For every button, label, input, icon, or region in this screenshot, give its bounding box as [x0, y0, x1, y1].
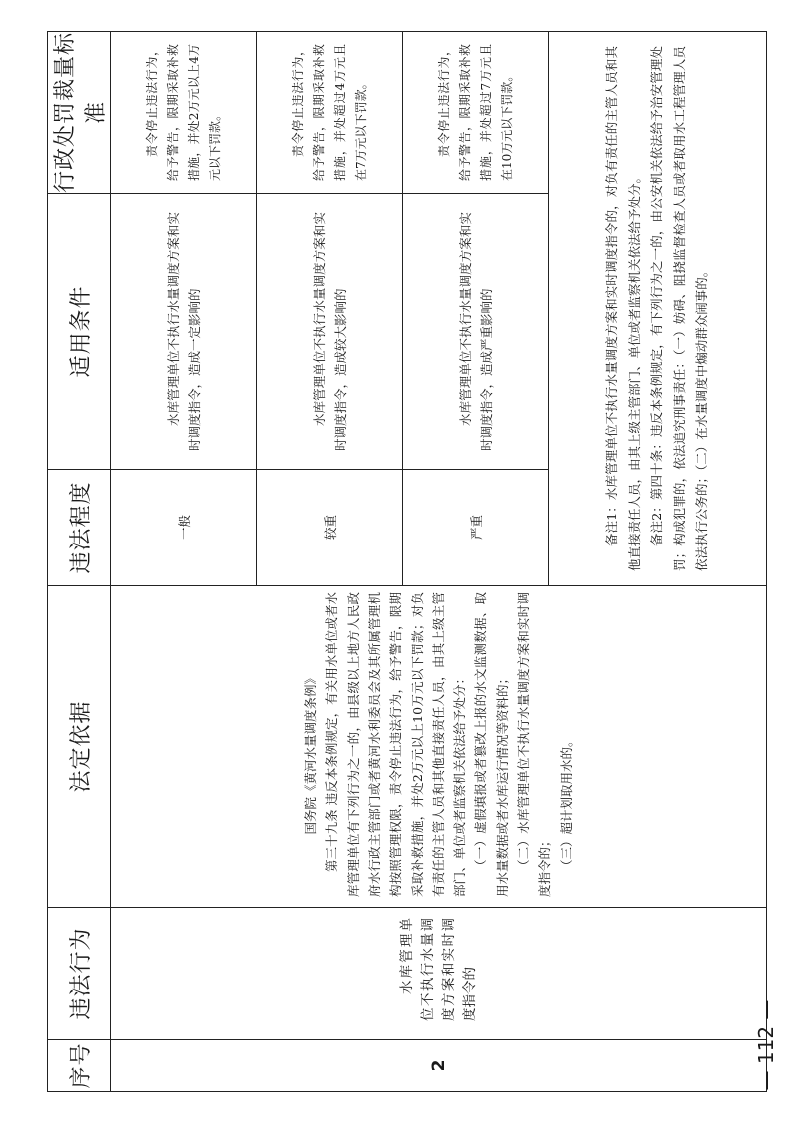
- degree-serious: 较重: [257, 470, 403, 586]
- table-header-row: [48, 32, 111, 1092]
- table-row: [111, 32, 257, 1092]
- degree-severe: 严重: [403, 470, 549, 586]
- header-act: 违法行为: [48, 908, 111, 1040]
- header-basis: 法定依据: [48, 586, 111, 908]
- degree-general: 一般: [111, 470, 257, 586]
- basis-item-1: （一）虚假填报或者篡改上报的水文监测数据、取用水量数据或者水库运行情况等资料的；: [473, 592, 510, 897]
- penalty-table: [47, 31, 767, 1092]
- remark-2: 备注2：第四十条：违反本条例规定，有下列行为之一的，由公安机关依法给予治安管理处罚；构成犯罪的，依法追究刑事责任：（一）妨碍、阻挠监督检查人员或者取用水工程管理人员依法执行公务的；（二）在水量调度中煽动群众闹事的。: [649, 46, 710, 571]
- condition-severe: 水库管理单位不执行水量调度方案和实时调度指令，造成严重影响的: [403, 194, 549, 470]
- standard-general: 责令停止违法行为，给予警告，限期采取补救措施，并处2万元以上4万元以下罚款。: [111, 32, 257, 194]
- violation-act: 水库管理单位不执行水量调度方案和实时调度指令的: [111, 908, 767, 1040]
- page-number-text: — 112 —: [754, 999, 778, 1091]
- standard-severe: 责令停止违法行为，给予警告，限期采取补救措施，并处超过7万元且在10万元以下罚款。: [403, 32, 549, 194]
- basis-article: 第三十九条 违反本条例规定，有关用水单位或者水库管理单位有下列行为之一的，由县级以上地方人民政府水行政主管部门或者黄河水利委员会及其所属管理机构按照管理权限，责令停止违法行为，给予警告，限期采取补救措施，并处2万元以上10万元以下罚款；对负有责任的主管人员和其他直接责任人员，由其上级主管部门、单位或者监察机关依法给予处分：: [324, 592, 468, 897]
- condition-serious: 水库管理单位不执行水量调度方案和实时调度指令，造成较大影响的: [257, 194, 403, 470]
- basis-item-2: （二）水库管理单位不执行水量调度方案和实时调度指令的；: [516, 592, 553, 897]
- basis-title: 国务院《黄河水量调度条例》: [303, 671, 319, 835]
- header-condition: 适用条件: [48, 194, 111, 470]
- remarks: [549, 32, 767, 586]
- standard-serious: 责令停止违法行为，给予警告，限期采取补救措施，并处超过4万元且在7万元以下罚款。: [257, 32, 403, 194]
- header-degree: 违法程度: [48, 470, 111, 586]
- condition-general: 水库管理单位不执行水量调度方案和实时调度指令，造成一定影响的: [111, 194, 257, 470]
- header-standard: 行政处罚裁量标准: [48, 32, 111, 194]
- basis-item-3: （三）超计划取用水的。: [558, 734, 574, 872]
- header-no: 序号: [48, 1040, 111, 1092]
- legal-basis: [111, 586, 767, 908]
- rotated-page: [47, 32, 755, 1092]
- page-number: [746, 985, 786, 1105]
- row-number: 2: [111, 1040, 767, 1092]
- remark-1: 备注1：水库管理单位不执行水量调度方案和实时调度指令的，对负有责任的主管人员和其他直接责任人员，由其上级主管部门、单位或者监察机关依法给予处分。: [604, 46, 642, 571]
